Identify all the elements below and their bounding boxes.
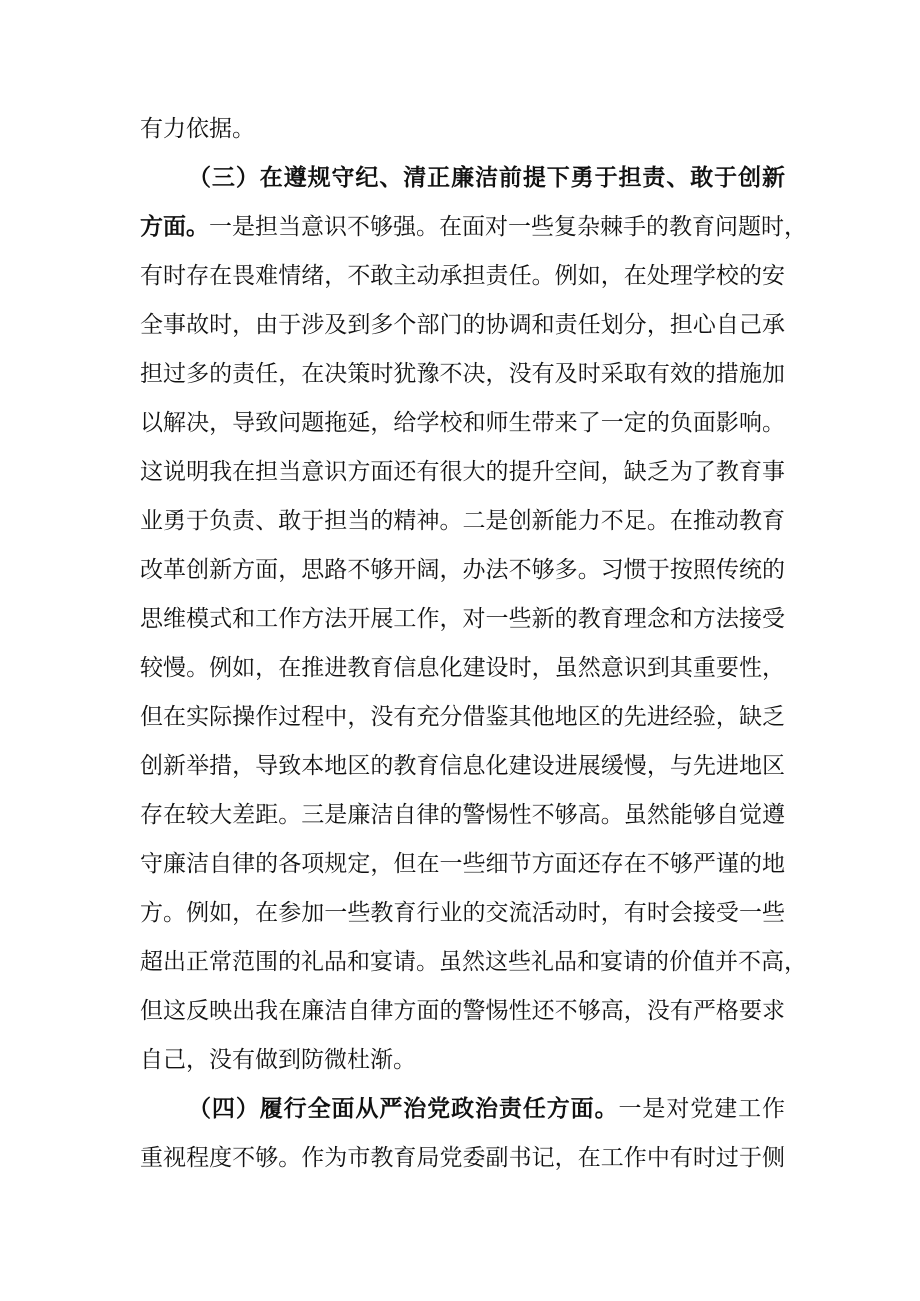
- line-text: 思维模式和工作方法开展工作，对一些新的教育理念和方法接受: [140, 606, 785, 632]
- paragraph-line: [140, 746, 785, 786]
- heading-text: （三）在遵规守纪、清正廉洁前提下勇于担责、敢于创新: [188, 164, 785, 191]
- paragraph-line: [140, 354, 785, 394]
- paragraph-line: [140, 697, 785, 737]
- line-text: 这说明我在担当意识方面还有很大的提升空间，缺乏为了教育事: [140, 459, 785, 485]
- paragraph-line: [140, 991, 785, 1031]
- line-text: 超出正常范围的礼品和宴请。虽然这些礼品和宴请的价值并不高，: [140, 949, 807, 975]
- line-text: 自己，没有做到防微杜渐。: [140, 1047, 416, 1073]
- section-heading-4: [188, 1089, 785, 1129]
- paragraph-line: [140, 599, 785, 639]
- line-text: 一是担当意识不够强。在面对一些复杂棘手的教育问题时，: [209, 214, 807, 240]
- line-text: 有力依据。: [140, 116, 255, 142]
- paragraph-line: [140, 305, 785, 345]
- line-text: 但在实际操作过程中，没有充分借鉴其他地区的先进经验，缺乏: [140, 704, 785, 730]
- line-text: 方。例如，在参加一些教育行业的交流活动时，有时会接受一些: [140, 900, 785, 926]
- line-text: 有时存在畏难情绪，不敢主动承担责任。例如，在处理学校的安: [140, 263, 785, 289]
- line-text: 改革创新方面，思路不够开阔，办法不够多。习惯于按照传统的: [140, 557, 785, 583]
- paragraph-line: [140, 795, 785, 835]
- paragraph-line: [140, 403, 785, 443]
- paragraph-line: [140, 648, 785, 688]
- paragraph-line: [140, 844, 785, 884]
- paragraph-line: [140, 550, 785, 590]
- paragraph-line: [140, 1040, 785, 1080]
- line-text: 但这反映出我在廉洁自律方面的警惕性还不够高，没有严格要求: [140, 998, 785, 1024]
- line-text: 业勇于负责、敢于担当的精神。二是创新能力不足。在推动教育: [140, 508, 785, 534]
- line-text: 全事故时，由于涉及到多个部门的协调和责任划分，担心自己承: [140, 312, 785, 338]
- paragraph-line: [140, 207, 807, 247]
- paragraph-line: [140, 109, 785, 149]
- paragraph-line: [140, 1138, 785, 1178]
- section-heading-3: [188, 158, 785, 198]
- paragraph-line: [140, 893, 785, 933]
- line-text: 较慢。例如，在推进教育信息化建设时，虽然意识到其重要性，: [140, 655, 785, 681]
- line-text: 守廉洁自律的各项规定，但在一些细节方面还存在不够严谨的地: [140, 851, 785, 877]
- paragraph-line: [140, 501, 785, 541]
- heading-text: （四）履行全面从严治党政治责任方面。: [188, 1095, 619, 1122]
- line-text: 存在较大差距。三是廉洁自律的警惕性不够高。虽然能够自觉遵: [140, 802, 785, 828]
- paragraph-line: [140, 256, 785, 296]
- line-text: 担过多的责任，在决策时犹豫不决，没有及时采取有效的措施加: [140, 361, 785, 387]
- paragraph-line: [140, 452, 785, 492]
- heading-text: 方面。: [140, 213, 209, 240]
- line-text: 以解决，导致问题拖延，给学校和师生带来了一定的负面影响。: [140, 410, 785, 436]
- line-text: 创新举措，导致本地区的教育信息化建设进展缓慢，与先进地区: [140, 753, 785, 779]
- paragraph-line: [140, 942, 807, 982]
- line-text: 重视程度不够。作为市教育局党委副书记，在工作中有时过于侧: [140, 1145, 785, 1171]
- line-text: 一是对党建工作: [618, 1096, 786, 1122]
